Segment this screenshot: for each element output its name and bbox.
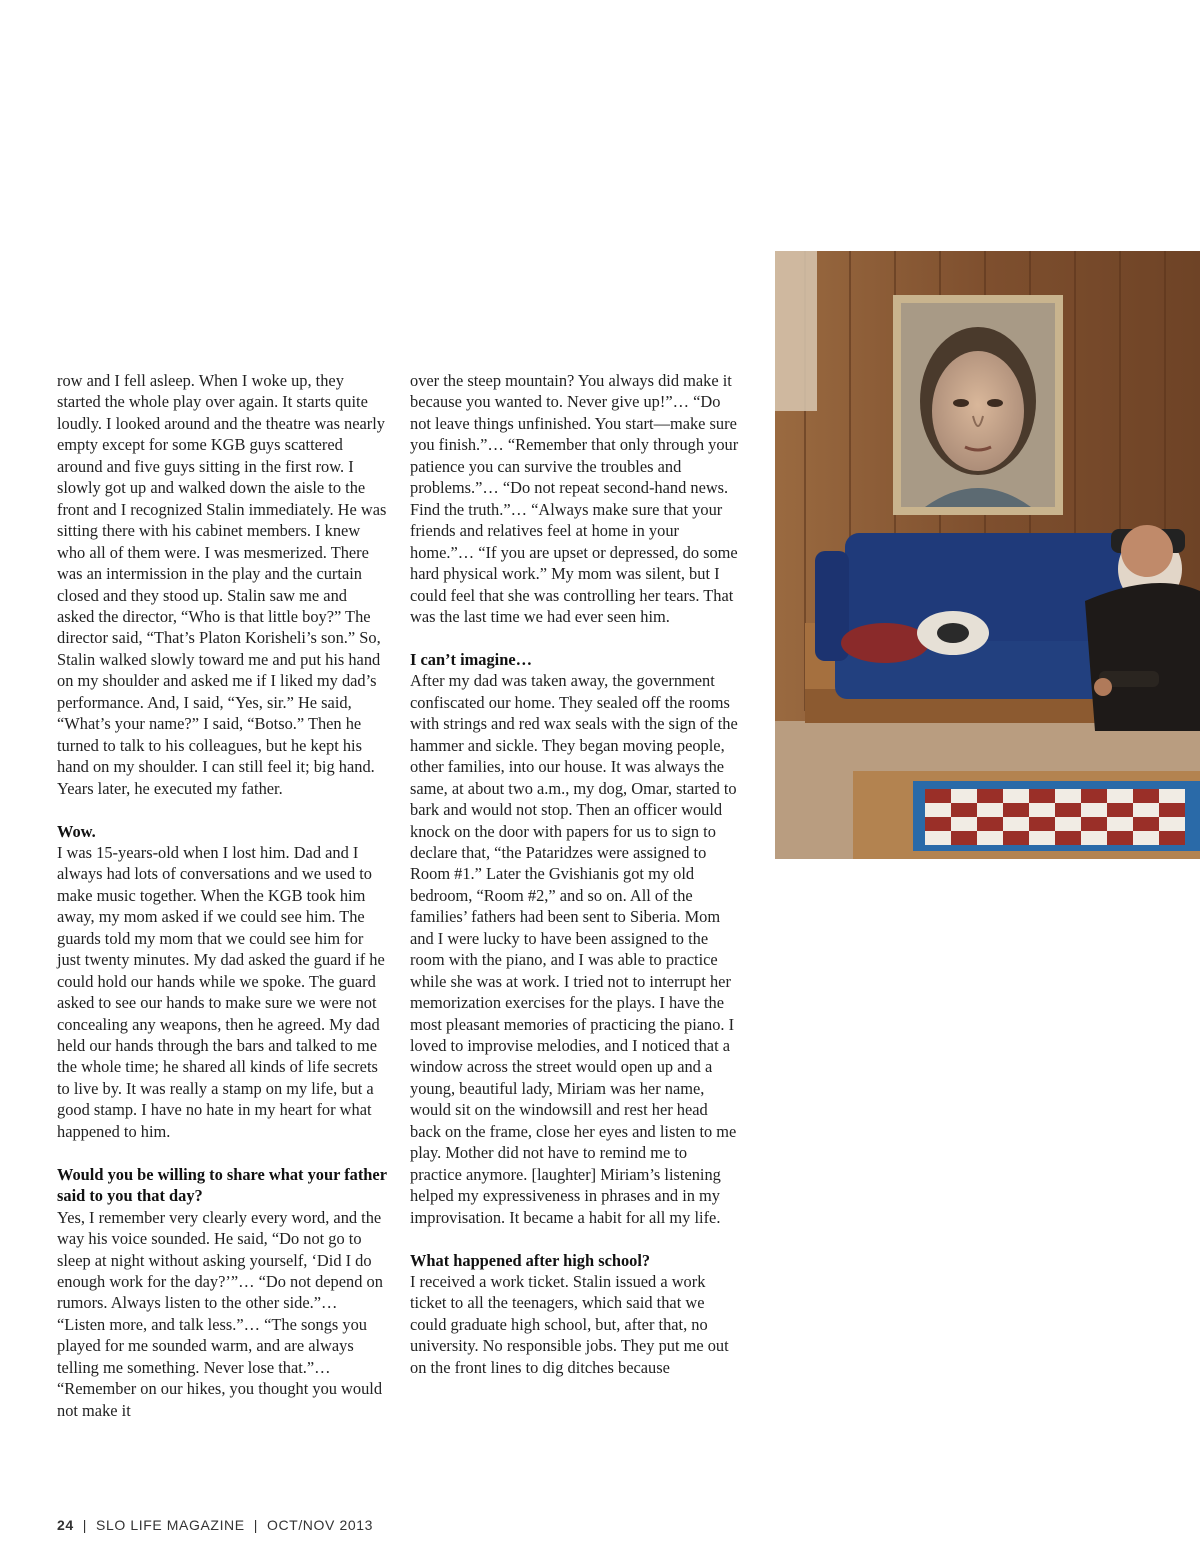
question-heading: I can’t imagine… — [410, 649, 533, 669]
question-heading: Wow. — [57, 821, 96, 841]
magazine-name: SLO LIFE MAGAZINE — [96, 1517, 245, 1533]
page-number: 24 — [57, 1517, 74, 1533]
article-column-middle — [410, 370, 740, 1378]
question-heading: What happened after high school? — [410, 1250, 651, 1270]
footer-separator: | — [82, 1517, 88, 1533]
issue-date: OCT/NOV 2013 — [266, 1517, 373, 1533]
portrait-photo — [775, 251, 1200, 859]
body-paragraph: After my dad was taken away, the government confiscated our home. They sealed off the rooms with strings and red wax seals with the sign of the hammer and sickle. They began moving people, other families, into our house. It was always the same, at about two a.m., my dog, Omar, started to bark and would not stop. Then an officer would knock on the door with papers for us to sign to declare that, “the Pataridzes were assigned to Room #1.” Later the Gvishianis got my old bedroom, “Room #2,” and so on. All of the families’ fathers had been sent to Siberia. Mom and I were lucky to have been assigned to the room with the piano, and I was able to practice while she was at work. I tried not to interrupt her memorization exercises for the plays. I have the most pleasant memories of practicing the piano. I loved to improvise melodies, and I noticed that a window across the street would open up and a young, beautiful lady, Miriam was her name, would sit on the windowsill and rest her head back on the frame, close her eyes and listen to me play. Mother did not have to remind me to practice anymore. [laughter] Miriam’s listening helped my expressiveness in phrases and in my improvisation. It became a habit for all my life. — [410, 671, 738, 1227]
question-heading: Would you be willing to share what your father said to you that day? — [57, 1164, 387, 1206]
body-paragraph: I received a work ticket. Stalin issued a work ticket to all the teenagers, which said that we could graduate high school, but, after that, no university. No responsible jobs. They put me out on the front lines to dig ditches because — [410, 1272, 729, 1377]
article-column-left — [57, 370, 387, 1421]
body-paragraph: row and I fell asleep. When I woke up, they started the whole play over again. It starts quite loudly. I looked around and the theatre was nearly empty except for some KGB guys scattered around and five guys sitting in the first row. I slowly got up and walked down the aisle to the front and I recognized Stalin immediately. He was sitting there with his cabinet members. I knew who all of them were. I was mesmerized. There was an intermission in the play and the curtain closed and they stood up. Stalin saw me and asked the director, “Who is that little boy?” The director said, “That’s Platon Korisheli’s son.” So, Stalin walked slowly toward me and put his hand on my shoulder and asked me if I liked my dad’s performance. And, I said, “Yes, sir.” He said, “What’s your name?” I said, “Botso.” Then he turned to talk to his colleagues, but he kept his hand on my shoulder. I can still feel it; big hand. Years later, he executed my father. — [57, 371, 387, 798]
footer-separator: | — [253, 1517, 258, 1533]
page-footer — [57, 1517, 373, 1533]
body-paragraph: over the steep mountain? You always did make it because you wanted to. Never give up!”… “Do not leave things unfinished. You start—make sure you finish.”… “Remember that only through your patience you can survive the troubles and problems.”… “Do not repeat second-hand news. Find the truth.”… “Always make sure that your friends and relatives feel at home in your home.”… “If you are upset or depressed, do some hard physical work.” My mom was silent, but I could feel that she was controlling her tears. That was the last time we had ever seen him. — [410, 371, 739, 626]
body-paragraph: I was 15-years-old when I lost him. Dad and I always had lots of conversations and we used to make music together. When the KGB took him away, my mom asked if we could see him. The guards told my mom that we could see him for just twenty minutes. My dad asked the guard if he could hold our hands while we spoke. The guard asked to see our hands to make sure we were not concealing any weapons, then he agreed. My dad held our hands through the bars and talked to me the whole time; he shared all kinds of life secrets to live by. It was really a stamp on my life, but a good stamp. I have no hate in my heart for what happened to him. — [57, 842, 385, 1141]
body-paragraph: Yes, I remember very clearly every word, and the way his voice sounded. He said, “Do not go to sleep at night without asking yourself, ‘Did I do enough work for the day?’”… “Do not depend on rumors. Always listen to the other side.”… “Listen more, and talk less.”… “The songs you played for me sounded warm, and are always telling me something. Never lose that.”… “Remember on our hikes, you thought you would not make it — [57, 1207, 383, 1420]
